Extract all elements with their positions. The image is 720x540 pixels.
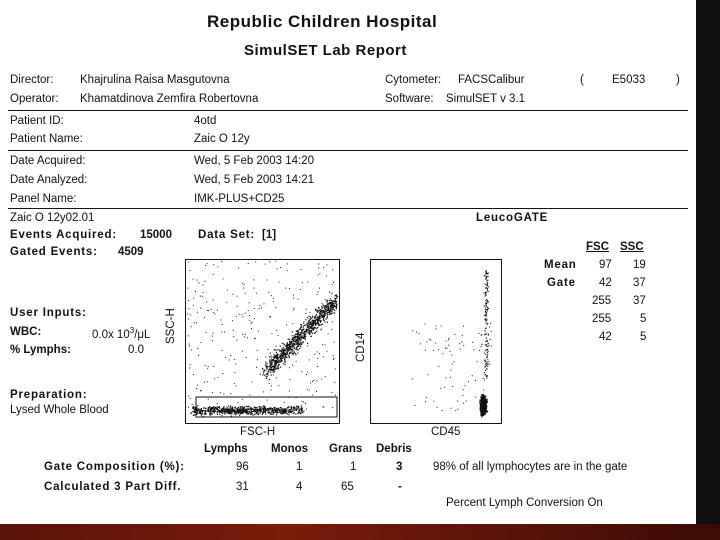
cd14-axis-label: CD14 — [355, 332, 367, 362]
three-part-diff-label: Calculated 3 Part Diff. — [44, 481, 182, 493]
sample-file: Zaic O 12y02.01 — [10, 212, 95, 224]
divider — [8, 208, 688, 209]
cytometer-id: E5033 — [612, 74, 646, 86]
ssc-axis-label: SSC-H — [165, 308, 177, 344]
date-analyzed-value: Wed, 5 Feb 2003 14:21 — [194, 174, 314, 186]
fsc-ssc-dots — [186, 260, 339, 423]
stats-header-ssc: SSC — [620, 241, 644, 253]
divider — [8, 110, 688, 111]
gate-composition-label: Gate Composition (%): — [44, 461, 185, 473]
three-part-diff-lymphs: 31 — [236, 481, 249, 493]
stats-row-ssc: 19 — [633, 259, 646, 271]
director-value: Khajrulina Raisa Masgutovna — [80, 74, 230, 86]
cytometer-value: FACSCalibur — [458, 74, 525, 86]
stats-row-fsc: 255 — [592, 295, 612, 307]
date-analyzed-label: Date Analyzed: — [10, 174, 88, 186]
dataset-value: [1] — [262, 229, 277, 241]
stats-row-fsc: 42 — [599, 331, 612, 343]
stats-row-fsc: 42 — [599, 277, 612, 289]
report-title: SimulSET Lab Report — [244, 42, 407, 59]
date-acquired-label: Date Acquired: — [10, 155, 86, 167]
divider — [8, 150, 688, 151]
panel-name-label: Panel Name: — [10, 193, 77, 205]
gate-composition-grans: 1 — [350, 461, 357, 473]
three-part-diff-monos: 4 — [296, 481, 303, 493]
operator-value: Khamatdinova Zemfira Robertovna — [80, 93, 259, 105]
gate-composition-note: 98% of all lymphocytes are in the gate — [433, 461, 628, 473]
patient-name-label: Patient Name: — [10, 133, 83, 145]
cytometer-label: Cytometer: — [385, 74, 442, 86]
cytometer-paren-open: ( — [580, 74, 584, 86]
date-acquired-value: Wed, 5 Feb 2003 14:20 — [194, 155, 314, 167]
events-acquired-label: Events Acquired: — [10, 229, 117, 241]
cytometer-paren-close: ) — [676, 74, 680, 86]
stats-row-label: Gate — [547, 277, 576, 289]
fsc-ssc-dotplot — [185, 259, 340, 424]
stats-row-ssc: 37 — [633, 295, 646, 307]
col-header-debris: Debris — [376, 443, 412, 455]
panel-name-value: IMK-PLUS+CD25 — [194, 193, 285, 205]
cd45-axis-label: CD45 — [431, 426, 461, 438]
wbc-label: WBC: — [10, 326, 42, 338]
operator-label: Operator: — [10, 93, 59, 105]
wbc-value: 0.0x $10^3/\mu L$ — [92, 326, 151, 341]
software-value: SimulSET v 3.1 — [446, 93, 526, 105]
patient-name-value: Zaic O 12y — [194, 133, 250, 145]
stats-header-fsc: FSC — [586, 241, 609, 253]
preparation-title: Preparation: — [10, 389, 88, 401]
patient-id-label: Patient ID: — [10, 115, 64, 127]
background-edge — [696, 0, 720, 540]
cd45-cd14-dots — [371, 260, 501, 423]
software-label: Software: — [385, 93, 434, 105]
lymph-percent-value: 0.0 — [128, 344, 144, 356]
fsc-axis-label: FSC-H — [240, 426, 276, 438]
gated-events-label: Gated Events: — [10, 246, 98, 258]
stats-row-fsc: 255 — [592, 313, 612, 325]
gate-composition-debris: 3 — [396, 461, 403, 473]
stats-row-ssc: 5 — [640, 313, 647, 325]
lymph-percent-label: % Lymphs: — [10, 344, 71, 356]
stats-row-ssc: 37 — [633, 277, 646, 289]
stats-row-label: Mean — [544, 259, 577, 271]
director-label: Director: — [10, 74, 54, 86]
gate-composition-monos: 1 — [296, 461, 303, 473]
preparation-value: Lysed Whole Blood — [10, 404, 109, 416]
three-part-diff-debris: - — [398, 481, 402, 493]
three-part-diff-grans: 65 — [341, 481, 354, 493]
hospital-title: Republic Children Hospital — [207, 12, 438, 31]
lymph-conversion-note: Percent Lymph Conversion On — [446, 497, 603, 509]
gate-composition-lymphs: 96 — [236, 461, 249, 473]
col-header-lymphs: Lymphs — [204, 443, 248, 455]
cd45-cd14-dotplot — [370, 259, 502, 424]
stats-row-ssc: 5 — [640, 331, 647, 343]
gate-name: LeucoGATE — [476, 212, 549, 224]
events-acquired-value: 15000 — [140, 229, 172, 241]
col-header-monos: Monos — [271, 443, 309, 455]
user-inputs-title: User Inputs: — [10, 307, 87, 319]
background-edge-bottom — [0, 524, 720, 540]
col-header-grans: Grans — [329, 443, 363, 455]
dataset-label: Data Set: — [198, 229, 256, 241]
gated-events-value: 4509 — [118, 246, 144, 258]
patient-id-value: 4otd — [194, 115, 217, 127]
stats-row-fsc: 97 — [599, 259, 612, 271]
